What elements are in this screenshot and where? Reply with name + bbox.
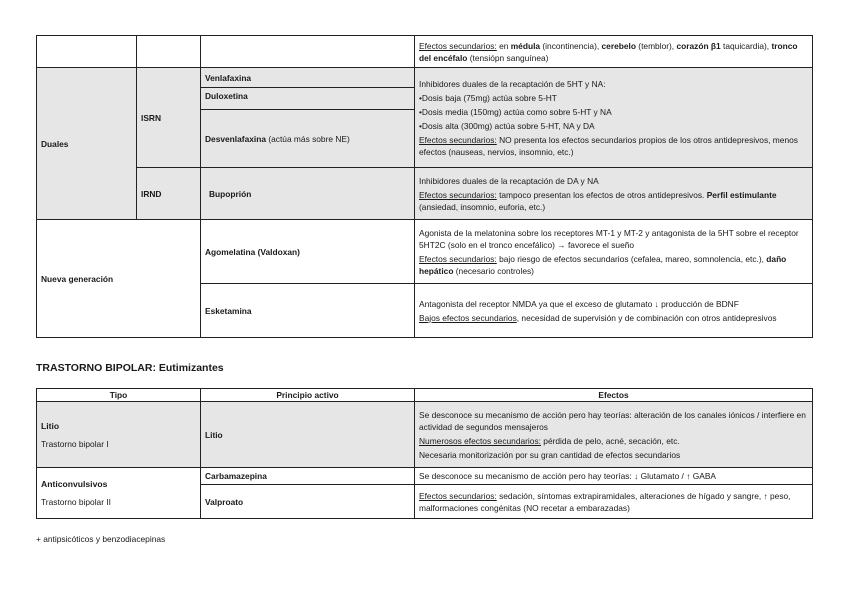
effect-line [419, 490, 808, 514]
effect-line: Agonista de la melatonina sobre los receptores MT-1 y MT-2 y antagonista de la 5HT sobre el receptor 5HT2C (solo en el tronco encefálico) → favorece el sueño [419, 227, 799, 250]
effect-line [419, 253, 808, 277]
effects-cell [415, 284, 813, 338]
effect-line: •Dosis baja (75mg) actúa sobre 5-HT [419, 92, 557, 103]
table-row [37, 220, 813, 284]
table-row [37, 402, 813, 468]
effect-line [419, 189, 808, 213]
type-cell [37, 468, 201, 519]
column-header: Tipo [37, 389, 201, 402]
effects-label: Efectos secundarios: [419, 253, 497, 264]
drug-name: Litio [201, 402, 415, 468]
effects-cell [415, 36, 813, 68]
effects-cell: Se desconoce su mecanismo de acción pero hay teorías: ↓ Glutamato / ↑ GABA [415, 468, 813, 485]
drug-name: Valproato [201, 485, 415, 519]
text: corazón β1 [676, 40, 721, 51]
empty-cell [37, 36, 137, 68]
effect-line: Se desconoce su mecanismo de acción pero hay teorías: alteración de los canales iónicos / interfiere en actividad de segundos mensajeros [419, 409, 806, 432]
effects-cell [415, 220, 813, 284]
type-name: Litio [41, 420, 60, 431]
type-name: Anticonvulsivos [41, 479, 108, 489]
type-cell [37, 402, 201, 468]
drug-name: Esketamina [201, 284, 415, 338]
drug-name: Bupoprión [201, 168, 415, 220]
text: tronco del encéfalo [419, 40, 798, 63]
effects-label: Efectos secundarios: [419, 189, 497, 200]
effect-line: Inhibidores duales de la recaptación de DA y NA [419, 175, 599, 186]
text: Desvenlafaxina [205, 133, 266, 144]
effect-line: •Dosis media (150mg) actúa como sobre 5-HT y NA [419, 106, 612, 117]
effects-label: Numerosos efectos secundarios: [419, 435, 541, 446]
text: NO presenta los efectos secundarios propios de los otros antidepresivos, menos efectos (nauseas, nervios, insomnio, etc.) [419, 134, 798, 157]
drug-name [201, 110, 415, 168]
drug-name: Venlafaxina [201, 68, 415, 88]
text: taquicardia), [720, 40, 772, 51]
drug-name: Carbamazepina [201, 468, 415, 485]
text: (tensiópn sanguínea) [467, 52, 549, 63]
text: (ansiedad, insomnio, euforia, etc.) [419, 201, 546, 212]
group-label-nueva: Nueva generación [37, 220, 201, 338]
column-header: Principio activo [201, 389, 415, 402]
table-row [37, 68, 813, 88]
effects-cell [415, 168, 813, 220]
effect-line [419, 435, 808, 447]
section-title: TRASTORNO BIPOLAR: Eutimizantes [36, 362, 224, 374]
class-label-isrn: ISRN [137, 68, 201, 168]
effect-line [419, 312, 808, 324]
text: , necesidad de supervisión y de combinación con otros antidepresivos [516, 312, 777, 323]
effect-line [419, 134, 808, 158]
text: médula [510, 40, 541, 51]
text: pérdida de pelo, acné, secación, etc. [540, 435, 680, 446]
effect-line: Necesaria monitorización por su gran cantidad de efectos secundarios [419, 449, 681, 460]
column-header: Efectos [415, 389, 813, 402]
empty-cell [137, 36, 201, 68]
group-label-duales: Duales [37, 68, 137, 220]
text: daño hepático [419, 253, 787, 276]
text: (temblor), [635, 40, 677, 51]
text: (necesario controles) [453, 265, 534, 276]
effects-label: Efectos secundarios: [419, 40, 497, 51]
effect-line: Inhibidores duales de la recaptación de 5HT y NA: [419, 78, 606, 89]
footnote: + antipsicóticos y benzodiacepinas [36, 534, 166, 544]
table-row [37, 36, 813, 68]
text: (incontinencia), [540, 40, 602, 51]
effect-line: •Dosis alta (300mg) actúa sobre 5-HT, NA y DA [419, 120, 595, 131]
type-subtitle: Trastorno bipolar I [41, 438, 109, 449]
text: en [496, 40, 511, 51]
text: tampoco presentan los efectos de otros antidepresivos. [496, 189, 707, 200]
antidepressant-table [36, 35, 813, 338]
effects-label: Efectos secundarios: [419, 134, 497, 145]
bipolar-table [36, 388, 813, 519]
effects-label: Bajos efectos secundarios [419, 312, 517, 323]
text: sedación, síntomas extrapiramidales, alteraciones de hígado y sangre, ↑ peso, malformaciones congénitas (NO recetar a embarazadas) [419, 490, 791, 513]
effects-cell [415, 402, 813, 468]
table-row [37, 168, 813, 220]
text: Perfil estimulante [706, 189, 777, 200]
drug-name: Agomelatina (Valdoxan) [201, 220, 415, 284]
effects-cell [415, 485, 813, 519]
effect-line: Antagonista del receptor NMDA ya que el exceso de glutamato ↓ producción de BDNF [419, 298, 739, 309]
text: bajo riesgo de efectos secundarios (cefalea, mareo, somnolencia, etc.), [496, 253, 767, 264]
text: cerebelo [601, 40, 636, 51]
drug-name: Duloxetina [201, 88, 415, 110]
type-subtitle: Trastorno bipolar II [41, 497, 111, 507]
effects-label: Efectos secundarios: [419, 490, 497, 501]
text: (actúa más sobre NE) [266, 133, 350, 144]
table-row [37, 468, 813, 485]
effects-cell [415, 68, 813, 168]
header-row [37, 389, 813, 402]
class-label-irnd: IRND [137, 168, 201, 220]
empty-cell [201, 36, 415, 68]
